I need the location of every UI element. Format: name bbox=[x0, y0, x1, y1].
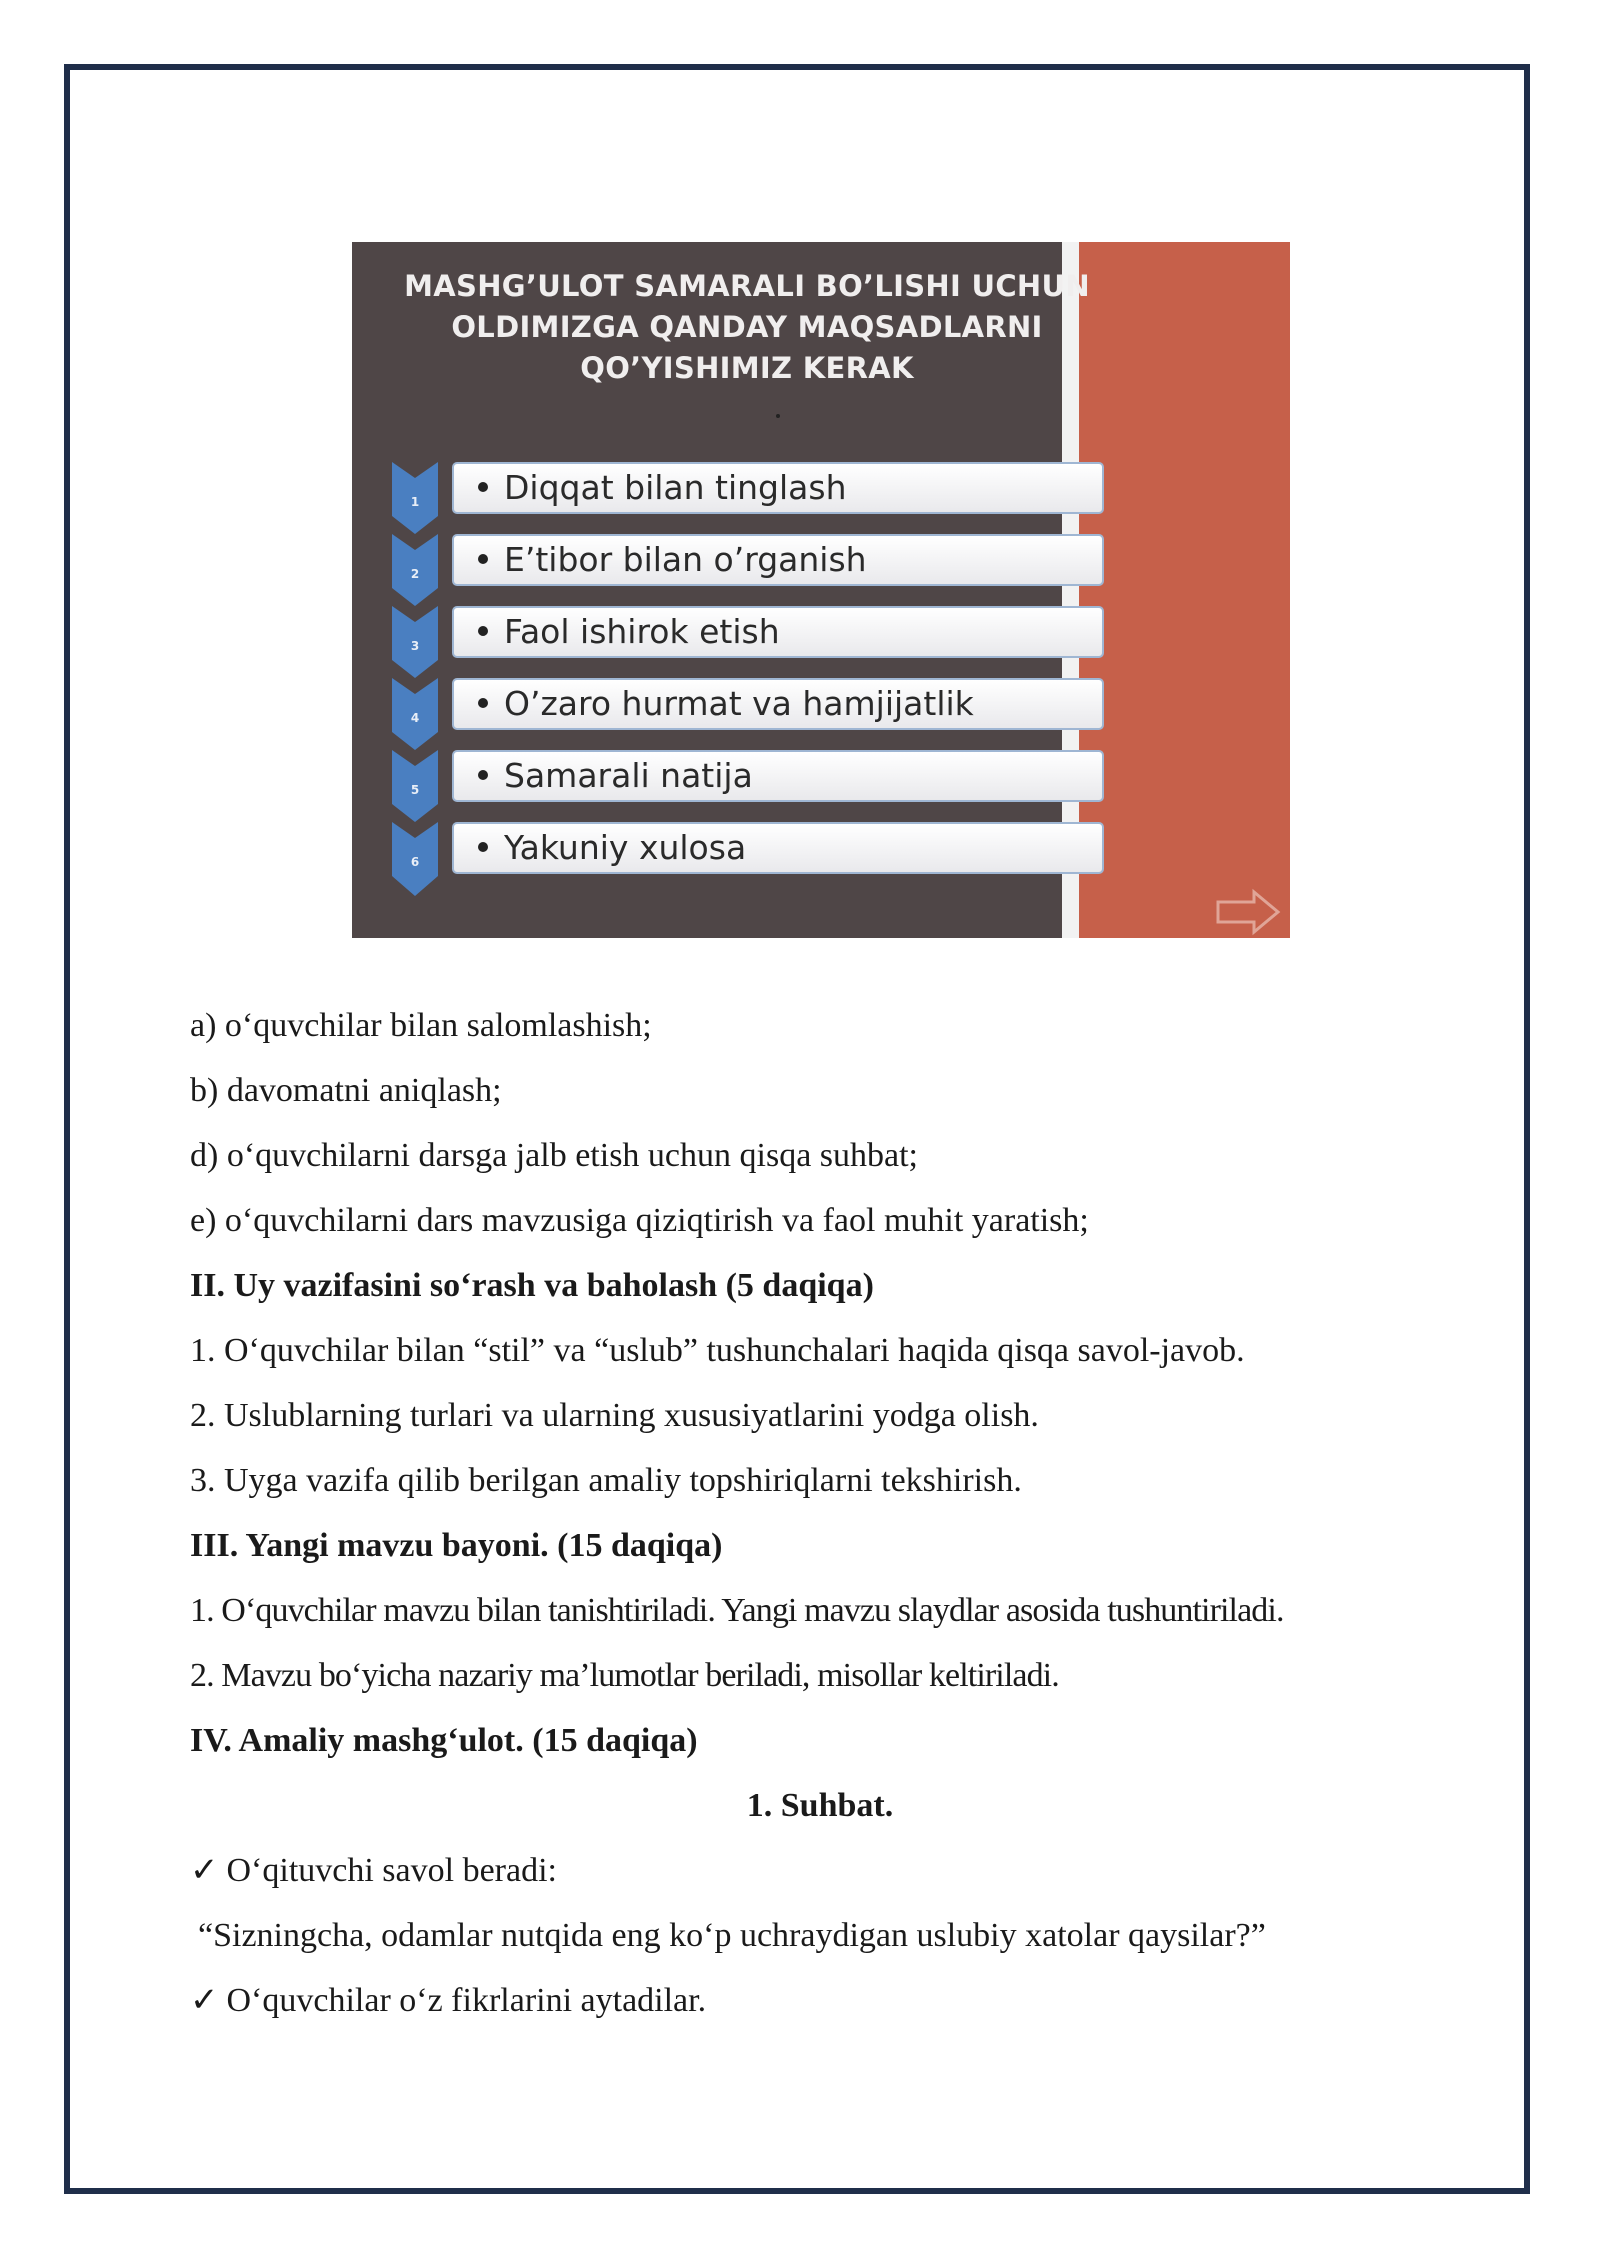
step-number: 4 bbox=[410, 711, 420, 725]
section-heading: II. Uy vazifasini so‘rash va baholash (5 daqiqa) bbox=[190, 1267, 874, 1304]
chevron-down-icon bbox=[392, 534, 438, 606]
quote-line: “Sizningcha, odamlar nutqida eng ko‘p uchraydigan uslubiy xatolar qaysilar?” bbox=[198, 1917, 1266, 1954]
goal-text: E’tibor bilan o’rganish bbox=[504, 540, 867, 579]
goal-text: Samarali natija bbox=[504, 756, 753, 795]
check-item bbox=[190, 1849, 557, 1893]
bullet-icon bbox=[478, 842, 488, 852]
section-heading: III. Yangi mavzu bayoni. (15 daqiqa) bbox=[190, 1527, 723, 1564]
step-number: 5 bbox=[410, 783, 420, 797]
section-heading: IV. Amaliy mashg‘ulot. (15 daqiqa) bbox=[190, 1722, 698, 1759]
step-number: 6 bbox=[410, 855, 420, 869]
subheading: 1. Suhbat. bbox=[746, 1787, 894, 1824]
step-number: 3 bbox=[410, 639, 420, 653]
goal-text: Faol ishirok etish bbox=[504, 612, 780, 651]
check-item-text: O‘quvchilar o‘z fikrlarini aytadilar. bbox=[226, 1982, 707, 2019]
bullet-icon bbox=[478, 554, 488, 564]
goal-item bbox=[452, 534, 1104, 586]
step-number: 1 bbox=[410, 495, 420, 509]
text-line: 2. Uslublarning turlari va ularning xususiyatlarini yodga olish. bbox=[190, 1397, 1039, 1434]
goal-text: Yakuniy xulosa bbox=[504, 828, 747, 867]
goal-text: O’zaro hurmat va hamjijatlik bbox=[504, 684, 974, 723]
bullet-icon bbox=[478, 626, 488, 636]
goal-item bbox=[452, 822, 1104, 874]
bullet-icon bbox=[478, 482, 488, 492]
chevron-down-icon bbox=[392, 462, 438, 534]
check-item-text: O‘qituvchi savol beradi: bbox=[226, 1852, 557, 1889]
chevron-down-icon bbox=[392, 822, 438, 896]
goal-item bbox=[452, 678, 1104, 730]
chevron-list bbox=[390, 460, 440, 900]
chevron-down-icon bbox=[392, 678, 438, 750]
check-item bbox=[190, 1979, 706, 2023]
step-number: 2 bbox=[410, 567, 420, 581]
chevron-down-icon bbox=[392, 606, 438, 678]
check-mark-icon: ✓ bbox=[190, 1982, 219, 2019]
slide-red-panel bbox=[1079, 242, 1290, 938]
chevron-down-icon bbox=[392, 750, 438, 822]
text-line: b) davomatni aniqlash; bbox=[190, 1072, 502, 1109]
check-mark-icon: ✓ bbox=[190, 1852, 219, 1889]
goal-text: Diqqat bilan tinglash bbox=[504, 468, 847, 507]
slide-title: MASHG’ULOT SAMARALI BO’LISHI UCHUN OLDIMIZGA QANDAY MAQSADLARNI QO’YISHIMIZ KERAK bbox=[404, 269, 1090, 385]
slide-image bbox=[352, 242, 1290, 938]
text-line: 3. Uyga vazifa qilib berilgan amaliy topshiriqlarni tekshirish. bbox=[190, 1462, 1022, 1499]
slide-dot bbox=[776, 414, 780, 418]
bullet-icon bbox=[478, 698, 488, 708]
text-line: e) o‘quvchilarni dars mavzusiga qiziqtirish va faol muhit yaratish; bbox=[190, 1202, 1089, 1239]
goal-item bbox=[452, 606, 1104, 658]
text-line: 1. O‘quvchilar bilan “stil” va “uslub” tushunchalari haqida qisqa savol-javob. bbox=[190, 1332, 1245, 1369]
text-line: a) o‘quvchilar bilan salomlashish; bbox=[190, 1007, 652, 1044]
bullet-icon bbox=[478, 770, 488, 780]
text-line: 1. O‘quvchilar mavzu bilan tanishtiriladi. Yangi mavzu slaydlar asosida tushuntiriladi. bbox=[190, 1592, 1284, 1629]
text-line: 2. Mavzu bo‘yicha nazariy ma’lumotlar beriladi, misollar keltiriladi. bbox=[190, 1657, 1059, 1694]
goal-item bbox=[452, 462, 1104, 514]
goal-item bbox=[452, 750, 1104, 802]
arrow-right-icon bbox=[1214, 888, 1284, 936]
text-line: d) o‘quvchilarni darsga jalb etish uchun qisqa suhbat; bbox=[190, 1137, 918, 1174]
